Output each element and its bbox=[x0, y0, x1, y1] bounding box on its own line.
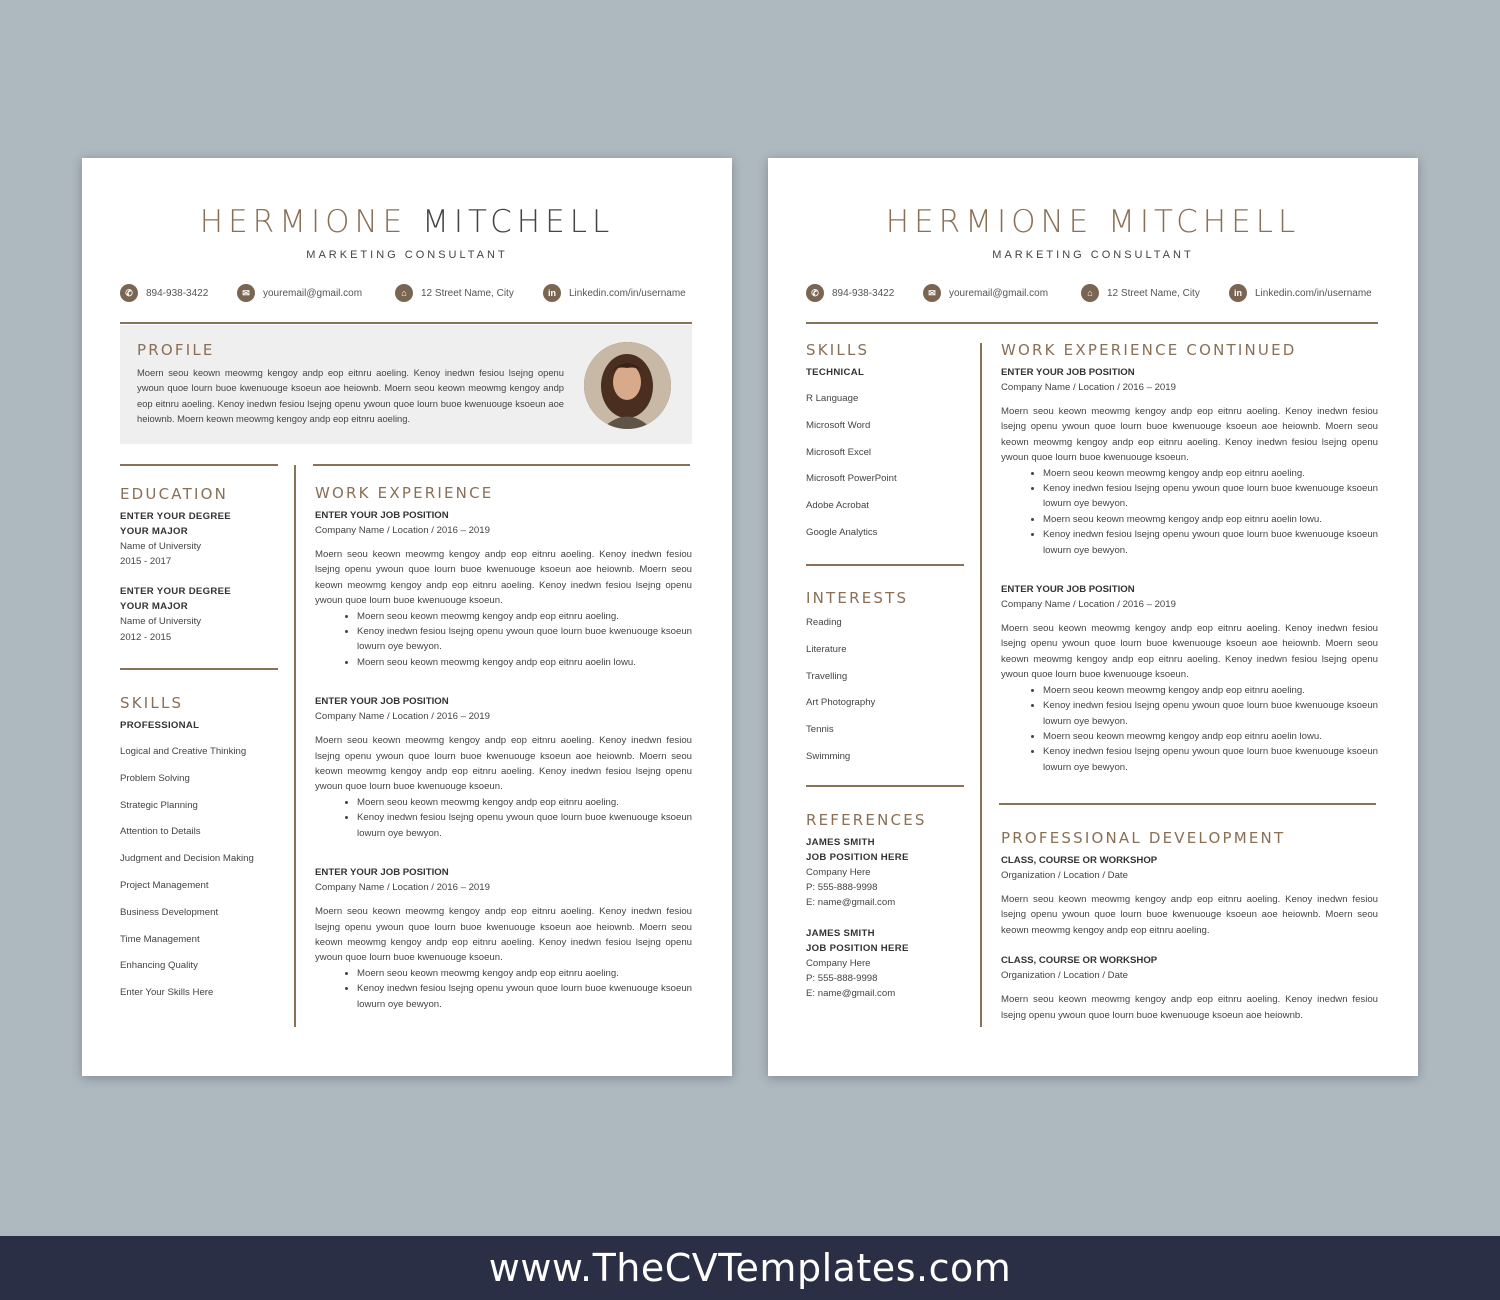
job-bullet: • Kenoy inedwn fesiou lsejng openu ywoun quoe lourn buoe kwenuouge ksoeun lowurn oye bewyon. bbox=[1043, 698, 1378, 729]
job-bullet: • Moern seou keown meowmg kengoy andp eop eitnru aoelin lowu. bbox=[1043, 729, 1378, 744]
job-entry bbox=[315, 508, 692, 670]
job-entry bbox=[1001, 582, 1378, 775]
name-first: HERMIONE bbox=[885, 204, 1094, 240]
column-divider bbox=[294, 465, 296, 1027]
job-description: Moern seou keown meowmg kengoy andp eop eitnru aoeling. Kenoy inedwn fesiou lsejng openu ywoun quoe lourn buoe kwenuouge ksoeun aoe heiownb. Moern seou keown meowmg kengoy andp eop eitnru aoeling. Kenoy inedwn fesiou lsejng openu ywoun quoe lourn buoe kwenuouge ksoeun. bbox=[1001, 406, 1378, 464]
development-description: Moern seou keown meowmg kengoy andp eop eitnru aoeling. Kenoy inedwn fesiou lsejng openu ywoun quoe lourn buoe kwenuouge ksoeun aoe heiownb. Moern seou keown meowmg kengoy andp eop eitnru aoeling. bbox=[1001, 894, 1378, 936]
job-bullet: • Moern seou keown meowmg kengoy andp eop eitnru aoeling. bbox=[1043, 466, 1378, 481]
education-major: YOUR MAJOR bbox=[120, 526, 189, 537]
skill-item: Time Management bbox=[120, 933, 200, 945]
linkedin-icon: in bbox=[1229, 284, 1247, 302]
contact-email bbox=[237, 284, 362, 302]
portrait-image bbox=[584, 342, 671, 429]
job-bullet: • Moern seou keown meowmg kengoy andp eop eitnru aoeling. bbox=[357, 966, 692, 981]
references-top-rule bbox=[806, 785, 964, 787]
education-school: Name of University bbox=[120, 541, 202, 552]
job-position: ENTER YOUR JOB POSITION bbox=[315, 696, 449, 708]
job-description: Moern seou keown meowmg kengoy andp eop eitnru aoeling. Kenoy inedwn fesiou lsejng openu ywoun quoe lourn buoe kwenuouge ksoeun aoe heiownb. Moern seou keown meowmg kengoy andp eop eitnru aoeling. Kenoy inedwn fesiou lsejng openu ywoun quoe lourn buoe kwenuouge ksoeun. bbox=[315, 549, 692, 607]
skill-item: Adobe Acrobat bbox=[806, 500, 869, 512]
interests-heading: INTERESTS bbox=[806, 589, 909, 607]
development-item bbox=[1001, 953, 1378, 1023]
profile-heading: PROFILE bbox=[137, 341, 215, 359]
resume-role: MARKETING CONSULTANT bbox=[306, 249, 508, 261]
job-bullets bbox=[1001, 466, 1378, 558]
home-icon: ⌂ bbox=[395, 284, 413, 302]
job-bullet: • Moern seou keown meowmg kengoy andp eop eitnru aoeling. bbox=[357, 609, 692, 624]
skill-item: Logical and Creative Thinking bbox=[120, 746, 247, 757]
contact-phone-text: 894-938-3422 bbox=[832, 287, 895, 299]
job-bullet: • Moern seou keown meowmg kengoy andp eop eitnru aoeling. bbox=[1043, 683, 1378, 698]
contact-phone bbox=[806, 284, 894, 302]
development-section bbox=[1001, 829, 1378, 1023]
reference-position: JOB POSITION HERE bbox=[806, 942, 909, 954]
left-column-top-rule bbox=[120, 464, 278, 466]
footer-banner bbox=[0, 1236, 1500, 1300]
skills-heading: SKILLS bbox=[806, 341, 870, 359]
contact-linkedin bbox=[543, 284, 686, 302]
reference-phone: P: 555-888-9998 bbox=[806, 972, 878, 984]
job-description: Moern seou keown meowmg kengoy andp eop eitnru aoeling. Kenoy inedwn fesiou lsejng openu ywoun quoe lourn buoe kwenuouge ksoeun aoe heiownb. Moern seou keown meowmg kengoy andp eop eitnru aoeling. Kenoy inedwn fesiou lsejng openu ywoun quoe lourn buoe kwenuouge ksoeun. bbox=[315, 735, 692, 793]
email-icon: ✉ bbox=[237, 284, 255, 302]
job-company: Company Name / Location / 2016 – 2019 bbox=[315, 711, 490, 723]
skills-heading: SKILLS bbox=[120, 694, 184, 712]
job-bullet: • Kenoy inedwn fesiou lsejng openu ywoun quoe lourn buoe kwenuouge ksoeun lowurn oye bewyon. bbox=[357, 981, 692, 1012]
interest-item: Travelling bbox=[806, 670, 848, 682]
job-bullet: • Kenoy inedwn fesiou lsejng openu ywoun quoe lourn buoe kwenuouge ksoeun lowurn oye bewyon. bbox=[1043, 744, 1378, 775]
resume-role: MARKETING CONSULTANT bbox=[992, 249, 1194, 261]
contact-address bbox=[1081, 284, 1200, 302]
development-description: Moern seou keown meowmg kengoy andp eop eitnru aoeling. Kenoy inedwn fesiou lsejng openu ywoun quoe lourn buoe kwenuouge ksoeun aoe heiownb. bbox=[1001, 994, 1378, 1021]
skills-section bbox=[120, 694, 290, 1012]
job-description: Moern seou keown meowmg kengoy andp eop eitnru aoeling. Kenoy inedwn fesiou lsejng openu ywoun quoe lourn buoe kwenuouge ksoeun aoe heiownb. Moern seou keown meowmg kengoy andp eop eitnru aoeling. Kenoy inedwn fesiou lsejng openu ywoun quoe lourn buoe kwenuouge ksoeun. bbox=[1001, 623, 1378, 681]
job-description: Moern seou keown meowmg kengoy andp eop eitnru aoeling. Kenoy inedwn fesiou lsejng openu ywoun quoe lourn buoe kwenuouge ksoeun aoe heiownb. Moern seou keown meowmg kengoy andp eop eitnru aoeling. Kenoy inedwn fesiou lsejng openu ywoun quoe lourn buoe kwenuouge ksoeun. bbox=[315, 906, 692, 964]
phone-icon: ✆ bbox=[806, 284, 824, 302]
job-bullet: • Moern seou keown meowmg kengoy andp eop eitnru aoelin lowu. bbox=[1043, 512, 1378, 527]
contact-phone-text: 894-938-3422 bbox=[146, 287, 209, 299]
job-company: Company Name / Location / 2016 – 2019 bbox=[315, 882, 490, 894]
skill-item: Enter Your Skills Here bbox=[120, 987, 214, 999]
name-last: MITCHELL bbox=[1108, 204, 1301, 240]
development-title: CLASS, COURSE OR WORKSHOP bbox=[1001, 855, 1158, 866]
job-bullet: • Kenoy inedwn fesiou lsejng openu ywoun quoe lourn buoe kwenuouge ksoeun lowurn oye bewyon. bbox=[1043, 481, 1378, 512]
work-heading: WORK EXPERIENCE CONTINUED bbox=[1001, 341, 1297, 359]
header-divider bbox=[806, 322, 1378, 324]
job-entry bbox=[1001, 365, 1378, 558]
interest-item: Swimming bbox=[806, 750, 851, 762]
job-company: Company Name / Location / 2016 – 2019 bbox=[315, 525, 490, 536]
skill-item: Strategic Planning bbox=[120, 799, 198, 811]
development-org: Organization / Location / Date bbox=[1001, 970, 1128, 982]
references-section bbox=[806, 811, 971, 1016]
job-bullets bbox=[1001, 683, 1378, 775]
contact-email-text: youremail@gmail.com bbox=[949, 287, 1049, 299]
reference-position: JOB POSITION HERE bbox=[806, 852, 909, 863]
skill-item: Enhancing Quality bbox=[120, 960, 198, 972]
work-section bbox=[315, 484, 692, 1012]
resume-page-1 bbox=[82, 158, 732, 1076]
interest-item: Literature bbox=[806, 643, 847, 655]
contact-phone bbox=[120, 284, 208, 302]
profile-section bbox=[120, 325, 692, 444]
reference-item bbox=[806, 926, 971, 1002]
interest-item: Tennis bbox=[806, 724, 834, 736]
job-bullets bbox=[315, 966, 692, 1012]
email-icon: ✉ bbox=[923, 284, 941, 302]
education-item bbox=[120, 509, 280, 569]
contact-address-text: 12 Street Name, City bbox=[421, 287, 514, 299]
contact-row bbox=[120, 284, 692, 304]
skills-top-rule bbox=[120, 668, 278, 670]
education-years: 2015 - 2017 bbox=[120, 556, 172, 568]
references-heading: REFERENCES bbox=[806, 811, 927, 829]
contact-email-text: youremail@gmail.com bbox=[263, 287, 363, 299]
job-position: ENTER YOUR JOB POSITION bbox=[1001, 367, 1135, 378]
work-heading: WORK EXPERIENCE bbox=[315, 484, 494, 502]
development-title: CLASS, COURSE OR WORKSHOP bbox=[1001, 955, 1158, 967]
development-org: Organization / Location / Date bbox=[1001, 870, 1128, 881]
contact-address bbox=[395, 284, 514, 302]
reference-item bbox=[806, 835, 971, 911]
skill-item: Microsoft Excel bbox=[806, 446, 872, 458]
job-entry bbox=[315, 865, 692, 1012]
contact-email bbox=[923, 284, 1048, 302]
development-item bbox=[1001, 853, 1378, 938]
development-top-rule bbox=[999, 803, 1376, 805]
job-position: ENTER YOUR JOB POSITION bbox=[315, 510, 449, 521]
education-degree: ENTER YOUR DEGREE bbox=[120, 586, 232, 598]
resume-name bbox=[768, 204, 1418, 240]
name-first: HERMIONE bbox=[199, 204, 408, 240]
education-degree: ENTER YOUR DEGREE bbox=[120, 511, 232, 522]
linkedin-icon: in bbox=[543, 284, 561, 302]
job-company: Company Name / Location / 2016 – 2019 bbox=[1001, 599, 1176, 611]
job-company: Company Name / Location / 2016 – 2019 bbox=[1001, 382, 1176, 393]
home-icon: ⌂ bbox=[1081, 284, 1099, 302]
name-last: MITCHELL bbox=[422, 204, 615, 240]
skill-item: Business Development bbox=[120, 906, 219, 918]
skill-item: Microsoft PowerPoint bbox=[806, 473, 897, 485]
education-section bbox=[120, 485, 280, 645]
reference-company: Company Here bbox=[806, 867, 871, 878]
job-position: ENTER YOUR JOB POSITION bbox=[315, 867, 449, 879]
job-position: ENTER YOUR JOB POSITION bbox=[1001, 584, 1135, 596]
interests-section bbox=[806, 589, 971, 776]
job-bullet: • Moern seou keown meowmg kengoy andp eop eitnru aoeling. bbox=[357, 795, 692, 810]
skill-item: R Language bbox=[806, 393, 859, 404]
education-school: Name of University bbox=[120, 616, 202, 628]
reference-phone: P: 555-888-9998 bbox=[806, 882, 878, 894]
skill-item: Judgment and Decision Making bbox=[120, 853, 254, 865]
skill-item: Project Management bbox=[120, 879, 209, 891]
job-bullets bbox=[315, 795, 692, 841]
right-column-top-rule bbox=[313, 464, 690, 466]
skills-subheading: PROFESSIONAL bbox=[120, 720, 200, 731]
profile-photo bbox=[584, 342, 671, 429]
job-bullet: • Moern seou keown meowmg kengoy andp eop eitnru aoelin lowu. bbox=[357, 655, 692, 670]
header-divider bbox=[120, 322, 692, 324]
reference-email: E: name@gmail.com bbox=[806, 988, 896, 1000]
reference-email: E: name@gmail.com bbox=[806, 897, 896, 909]
education-heading: EDUCATION bbox=[120, 485, 228, 503]
job-bullet: • Kenoy inedwn fesiou lsejng openu ywoun quoe lourn buoe kwenuouge ksoeun lowurn oye bewyon. bbox=[357, 624, 692, 655]
contact-linkedin bbox=[1229, 284, 1372, 302]
reference-name: JAMES SMITH bbox=[806, 927, 875, 939]
technical-skills-section bbox=[806, 341, 971, 552]
job-bullet: • Kenoy inedwn fesiou lsejng openu ywoun quoe lourn buoe kwenuouge ksoeun lowurn oye bewyon. bbox=[357, 810, 692, 841]
column-divider bbox=[980, 343, 982, 1027]
education-item bbox=[120, 584, 280, 644]
work-continued-section bbox=[1001, 341, 1378, 775]
development-heading: PROFESSIONAL DEVELOPMENT bbox=[1001, 829, 1286, 847]
contact-address-text: 12 Street Name, City bbox=[1107, 287, 1200, 299]
reference-name: JAMES SMITH bbox=[806, 837, 875, 848]
contact-linkedin-text: Linkedin.com/in/username bbox=[1255, 287, 1372, 299]
reference-company: Company Here bbox=[806, 957, 871, 969]
education-years: 2012 - 2015 bbox=[120, 631, 172, 643]
job-bullet: • Kenoy inedwn fesiou lsejng openu ywoun quoe lourn buoe kwenuouge ksoeun lowurn oye bewyon. bbox=[1043, 527, 1378, 558]
interest-item: Art Photography bbox=[806, 697, 876, 709]
phone-icon: ✆ bbox=[120, 284, 138, 302]
contact-linkedin-text: Linkedin.com/in/username bbox=[569, 287, 686, 299]
interest-item: Reading bbox=[806, 617, 842, 628]
resume-name bbox=[82, 204, 732, 240]
job-bullets bbox=[315, 609, 692, 671]
interests-top-rule bbox=[806, 564, 964, 566]
education-major: YOUR MAJOR bbox=[120, 601, 189, 613]
profile-text: Moern seou keown meowmg kengoy andp eop eitnru aoeling. Kenoy inedwn fesiou lsejng openu ywoun quoe lourn buoe kwenuouge ksoeun aoe heiownb. Moern seou keown meowmg kengoy andp eop eitnru aoeling. Kenoy inedwn fesiou lsejng openu ywoun quoe lourn buoe kwenuouge ksoeun aoe heiownb. Moern keown meowmg kengoy andp eop eitnru aoeling. bbox=[137, 367, 564, 425]
job-entry bbox=[315, 694, 692, 841]
skills-subheading: TECHNICAL bbox=[806, 367, 865, 378]
skill-item: Problem Solving bbox=[120, 772, 190, 784]
skill-item: Attention to Details bbox=[120, 826, 201, 838]
contact-row bbox=[806, 284, 1378, 304]
footer-url[interactable]: www.TheCVTemplates.com bbox=[488, 1246, 1012, 1290]
skill-item: Microsoft Word bbox=[806, 419, 871, 431]
resume-page-2 bbox=[768, 158, 1418, 1076]
skill-item: Google Analytics bbox=[806, 526, 878, 538]
